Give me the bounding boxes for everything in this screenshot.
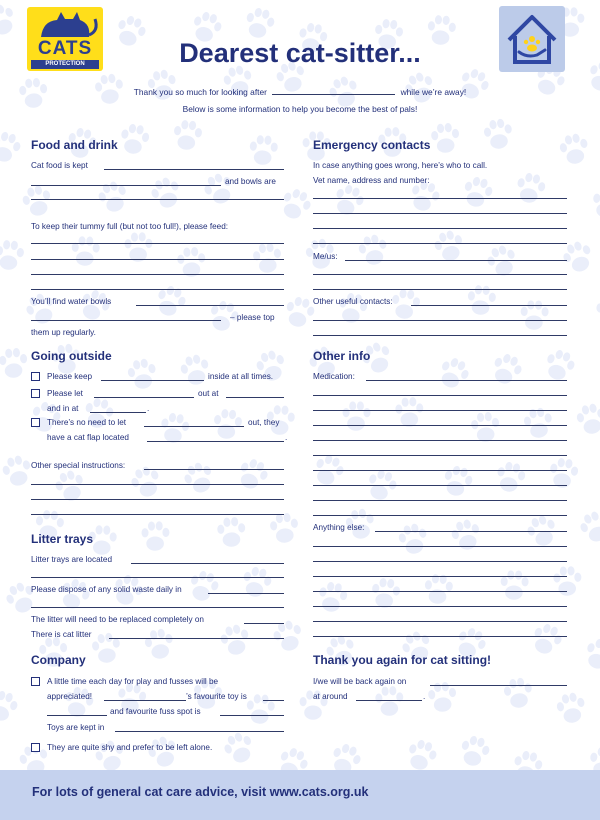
litter-location-field[interactable] <box>131 563 284 564</box>
paw-print-icon <box>177 246 207 277</box>
please-keep-label: Please keep <box>47 372 93 381</box>
section-title-food: Food and drink <box>31 138 118 152</box>
other-contacts-label: Other useful contacts: <box>313 297 393 306</box>
paw-print-icon <box>316 580 349 614</box>
paw-print-icon <box>180 459 217 497</box>
paw-print-icon <box>212 408 243 440</box>
paw-print-icon <box>20 183 55 219</box>
paw-print-icon <box>370 577 401 610</box>
paw-print-icon <box>555 691 588 726</box>
shy-label: They are quite shy and prefer to be left alone. <box>47 743 213 752</box>
paw-print-icon <box>502 676 534 709</box>
paw-print-icon <box>455 65 492 103</box>
paw-print-icon <box>124 232 152 262</box>
vet-field-3[interactable] <box>313 228 567 229</box>
paw-print-icon <box>458 734 492 769</box>
paw-print-icon <box>0 239 25 271</box>
water-bowls-label: You’ll find water bowls <box>31 297 112 306</box>
paw-print-icon <box>283 295 317 330</box>
section-title-company: Company <box>31 653 86 667</box>
medication-label: Medication: <box>313 372 355 381</box>
paw-print-icon <box>430 122 461 154</box>
return-time-field[interactable] <box>356 700 422 701</box>
appreciated-label: appreciated! <box>47 692 93 701</box>
checkbox-cat-flap[interactable] <box>31 418 40 427</box>
vet-field-1[interactable] <box>313 198 567 199</box>
and-in-at-label: and in at <box>47 404 79 413</box>
paw-print-icon <box>0 129 23 165</box>
medication-field-10[interactable] <box>313 515 567 516</box>
inside-all-times-label: inside at all times. <box>208 372 274 381</box>
paw-print-icon <box>542 347 578 384</box>
paw-print-icon <box>274 744 311 770</box>
feeding-field-3[interactable] <box>31 274 284 275</box>
paw-print-icon <box>246 694 275 725</box>
cat-flap-label: have a cat flap located <box>47 433 129 442</box>
paw-print-icon <box>0 453 35 489</box>
toys-location-field[interactable] <box>115 731 284 732</box>
paw-print-icon <box>148 174 185 211</box>
litter-replaced-label: The litter will need to be replaced completely on <box>31 615 204 624</box>
anything-else-field-7[interactable] <box>313 621 567 622</box>
paw-print-icon <box>240 565 274 600</box>
checkbox-let-out[interactable] <box>31 389 40 398</box>
paw-print-icon <box>356 233 390 268</box>
medication-field-6[interactable] <box>313 455 567 456</box>
paw-print-icon <box>218 622 252 657</box>
checkbox-shy[interactable] <box>31 743 40 752</box>
paw-print-icon <box>494 460 527 494</box>
paw-print-icon <box>119 122 151 155</box>
paw-print-icon <box>529 621 566 658</box>
paw-print-icon <box>269 512 300 545</box>
fav-toy-field[interactable] <box>263 700 284 701</box>
paw-print-icon <box>511 749 544 770</box>
paw-print-icon <box>424 573 454 604</box>
logo-wordmark: CATS <box>37 38 93 59</box>
out-at-time-field[interactable] <box>226 397 284 398</box>
intro-suffix: while we’re away! <box>400 87 467 97</box>
paw-print-icon <box>482 117 514 150</box>
anything-else-field-6[interactable] <box>313 606 567 607</box>
out-at-label: out at <box>198 389 219 398</box>
medication-field-9[interactable] <box>313 500 567 501</box>
litter-replace-day-field[interactable] <box>244 623 284 624</box>
paw-print-icon <box>582 636 600 673</box>
vet-field-4[interactable] <box>313 243 567 244</box>
please-top-label: – please top <box>230 313 275 322</box>
at-around-label: at around <box>313 692 348 701</box>
play-line-label: A little time each day for play and fusses will be <box>47 677 219 686</box>
anything-else-field-4[interactable] <box>313 576 567 577</box>
feeding-field-4[interactable] <box>31 289 284 290</box>
cat-food-location-field[interactable] <box>104 169 284 170</box>
medication-field-8[interactable] <box>313 485 567 486</box>
section-title-emergency: Emergency contacts <box>313 138 431 152</box>
there-is-litter-label: There is cat litter <box>31 630 92 639</box>
paw-print-icon <box>395 397 424 428</box>
dispose-label: Please dispose of any solid waste daily in <box>31 585 182 594</box>
medication-field-3[interactable] <box>313 410 567 411</box>
paw-print-icon <box>596 296 600 326</box>
medication-field-1[interactable] <box>366 380 567 381</box>
litter-located-label: Litter trays are located <box>31 555 113 564</box>
logo-subtext: PROTECTION <box>31 60 99 69</box>
me-us-field-1[interactable] <box>345 260 567 261</box>
other-contacts-field-2[interactable] <box>313 320 567 321</box>
special-instructions-field-4[interactable] <box>31 514 284 515</box>
footer-banner <box>0 770 600 820</box>
paw-print-icon <box>470 411 501 443</box>
paw-print-icon <box>432 228 467 264</box>
paw-print-icon <box>343 401 371 430</box>
cat-litter-location-field[interactable] <box>109 638 284 639</box>
intro-prefix: Thank you so much for looking after <box>133 87 267 97</box>
fav-fuss-label: and favourite fuss spot is <box>110 707 201 716</box>
medication-field-5[interactable] <box>313 440 567 441</box>
paw-print-icon <box>243 6 277 41</box>
paw-print-icon <box>252 242 283 275</box>
anything-else-label: Anything else: <box>313 523 365 532</box>
paw-print-icon <box>591 187 600 220</box>
paw-print-icon <box>91 632 123 665</box>
cat-name-toy-field[interactable] <box>104 700 186 701</box>
paw-print-icon <box>220 729 257 767</box>
other-contacts-field-3[interactable] <box>313 335 567 336</box>
paw-print-icon <box>277 185 314 223</box>
paw-print-icon <box>186 568 221 604</box>
tummy-full-label: To keep their tummy full (but not too full!), please feed: <box>31 222 229 231</box>
in-at-time-field[interactable] <box>90 412 146 413</box>
paw-print-icon <box>514 171 547 205</box>
anything-else-field-5[interactable] <box>313 591 567 592</box>
keep-inside-name-field[interactable] <box>101 380 204 381</box>
paw-print-icon <box>22 290 60 328</box>
vet-field-2[interactable] <box>313 213 567 214</box>
water-bowls-field[interactable] <box>136 305 284 306</box>
cat-flap-location-field[interactable] <box>147 441 284 442</box>
other-contacts-field-1[interactable] <box>411 305 567 306</box>
paw-print-icon <box>404 737 439 770</box>
feeding-field-2[interactable] <box>31 259 284 260</box>
intro-line-1 <box>0 87 600 97</box>
section-title-thanks: Thank you again for cat sitting! <box>313 653 492 667</box>
paw-print-icon <box>558 132 591 167</box>
cat-food-kept-label: Cat food is kept <box>31 161 88 170</box>
paw-print-icon <box>575 402 600 437</box>
back-again-label: I/we will be back again on <box>313 677 407 686</box>
fav-fuss-field[interactable] <box>220 715 284 716</box>
vet-label: Vet name, address and number: <box>313 176 430 185</box>
paw-print-icon <box>441 464 475 499</box>
paw-print-icon <box>449 517 484 553</box>
paw-print-icon <box>500 570 528 600</box>
paw-print-icon <box>141 521 169 551</box>
paw-print-icon <box>249 135 278 166</box>
footer-text[interactable]: For lots of general cat care advice, visit www.cats.org.uk <box>32 785 369 799</box>
paw-print-icon <box>200 170 237 208</box>
return-date-field[interactable] <box>430 685 567 686</box>
me-us-label: Me/us: <box>313 252 338 261</box>
medication-field-4[interactable] <box>313 425 567 426</box>
in-case-label: In case anything goes wrong, here’s who to call. <box>313 161 488 170</box>
paw-print-icon <box>0 347 29 379</box>
anything-else-field-1[interactable] <box>375 531 567 532</box>
paw-print-icon <box>159 411 191 444</box>
fav-toy-label: ’s favourite toy is <box>186 692 247 701</box>
special-instructions-field-3[interactable] <box>31 499 284 500</box>
checkbox-play[interactable] <box>31 677 40 686</box>
toys-kept-label: Toys are kept in <box>47 723 105 732</box>
cat-name-field[interactable] <box>272 94 395 95</box>
special-instructions-field-2[interactable] <box>31 484 284 485</box>
anything-else-field-8[interactable] <box>313 636 567 637</box>
bowls-are-label: and bowls are <box>225 177 276 186</box>
in-at-dot: . <box>147 404 150 413</box>
paw-print-icon <box>577 508 600 546</box>
paw-print-icon <box>126 357 159 391</box>
medication-field-2[interactable] <box>313 395 567 396</box>
out-they-label: out, they <box>248 418 280 427</box>
cat-flap-dot: . <box>285 433 288 442</box>
paw-print-icon <box>172 119 203 151</box>
bowls-location-field[interactable] <box>31 199 284 200</box>
section-title-litter: Litter trays <box>31 532 94 546</box>
paw-print-icon <box>489 351 526 388</box>
paw-print-icon <box>71 236 100 266</box>
cat-food-location-field-2[interactable] <box>31 185 221 186</box>
please-let-label: Please let <box>47 389 83 398</box>
me-us-field-3[interactable] <box>313 289 567 290</box>
section-title-outside: Going outside <box>31 349 112 363</box>
paw-print-icon <box>522 406 554 439</box>
paw-print-icon <box>0 688 20 724</box>
me-us-field-2[interactable] <box>313 274 567 275</box>
litter-location-field-2[interactable] <box>31 577 284 578</box>
anything-else-field-3[interactable] <box>313 561 567 562</box>
cat-silhouette-icon <box>27 7 103 41</box>
paw-print-icon <box>435 354 472 392</box>
page-title: Dearest cat-sitter... <box>179 38 421 68</box>
checkbox-keep-inside[interactable] <box>31 372 40 381</box>
paw-print-icon <box>328 741 364 770</box>
paw-print-icon <box>396 522 430 557</box>
medication-field-7[interactable] <box>313 470 567 471</box>
water-bowls-field-2[interactable] <box>31 320 221 321</box>
anything-else-field-2[interactable] <box>313 546 567 547</box>
no-need-name-field[interactable] <box>144 426 244 427</box>
feeding-field-1[interactable] <box>31 243 284 244</box>
paw-print-icon <box>0 1 20 39</box>
paw-print-icon <box>217 516 247 547</box>
special-instructions-field[interactable] <box>144 469 284 470</box>
dispose-location-field[interactable] <box>208 593 284 594</box>
return-time-dot: . <box>423 692 426 701</box>
paw-print-icon <box>234 455 271 493</box>
other-special-label: Other special instructions: <box>31 461 126 470</box>
paw-print-icon <box>588 746 600 770</box>
paw-print-icon <box>143 627 176 661</box>
dispose-location-field-2[interactable] <box>31 607 284 608</box>
fav-toy-field-2[interactable] <box>47 715 107 716</box>
let-out-name-field[interactable] <box>94 397 194 398</box>
section-title-other-info: Other info <box>313 349 371 363</box>
them-up-label: them up regularly. <box>31 328 96 337</box>
no-need-let-label: There’s no need to let <box>47 418 127 427</box>
paw-print-icon <box>178 352 212 387</box>
paw-print-icon <box>461 175 495 210</box>
paw-print-icon <box>375 686 404 717</box>
intro-line-2: Below is some information to help you become the best of pals! <box>182 104 418 114</box>
